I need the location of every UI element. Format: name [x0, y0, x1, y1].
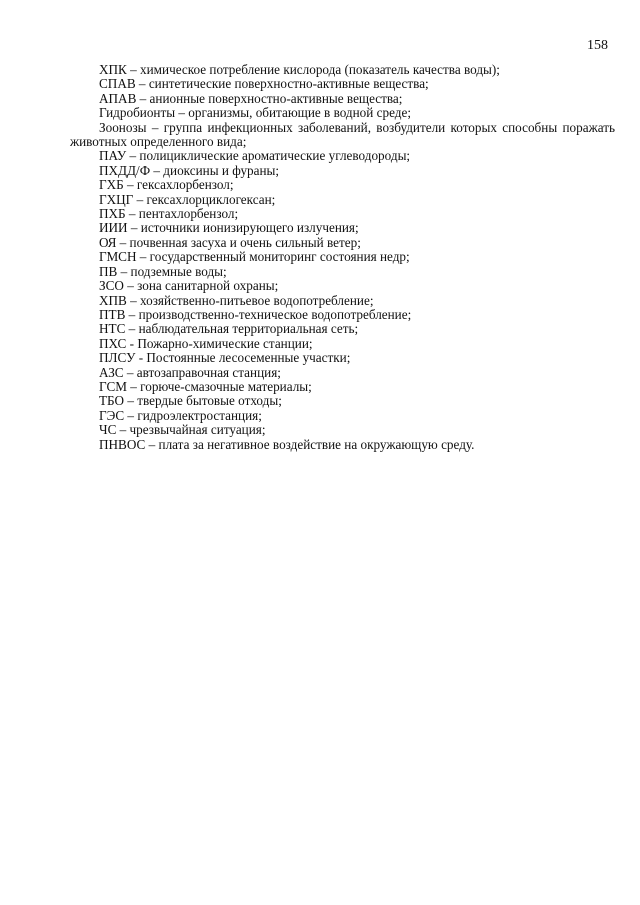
abbreviation-entry: ЗСО – зона санитарной охраны;: [99, 278, 279, 294]
abbreviation-entry: Зоонозы – группа инфекционных заболеваний, возбудители которых способны поражать животных определенного вида;: [70, 119, 615, 150]
abbreviation-entry: ПХДД/Ф – диоксины и фураны;: [99, 162, 280, 178]
abbreviation-entry: ГХБ – гексахлорбензол;: [99, 177, 234, 193]
abbreviation-entry: ИИИ – источники ионизирующего излучения;: [99, 220, 359, 236]
abbreviation-entry: АПАВ – анионные поверхностно-активные вещества;: [99, 90, 403, 106]
abbreviation-entry: ГХЦГ – гексахлорциклогексан;: [99, 191, 276, 207]
abbreviation-entry: АЗС – автозаправочная станция;: [99, 364, 281, 380]
abbreviation-entry: ТБО – твердые бытовые отходы;: [99, 393, 282, 409]
abbreviation-entry: ХПВ – хозяйственно-питьевое водопотребление;: [99, 292, 374, 308]
abbreviation-entry: ПВ – подземные воды;: [99, 263, 227, 279]
abbreviation-entry: ПТВ – производственно-техническое водопотребление;: [99, 306, 412, 322]
abbreviation-entry: ЧС – чрезвычайная ситуация;: [99, 422, 266, 438]
abbreviation-entry: ОЯ – почвенная засуха и очень сильный ветер;: [99, 234, 361, 250]
abbreviation-entry: ПАУ – полициклические ароматические углеводороды;: [99, 148, 411, 164]
abbreviation-entry: СПАВ – синтетические поверхностно-активные вещества;: [99, 76, 429, 92]
abbreviation-entry: Гидробионты – организмы, обитающие в водной среде;: [99, 105, 411, 121]
abbreviation-entry: ГМСН – государственный мониторинг состояния недр;: [99, 249, 410, 265]
abbreviation-entry: ГСМ – горюче-смазочные материалы;: [99, 378, 312, 394]
abbreviation-entry: ПХБ – пентахлорбензол;: [99, 206, 239, 222]
abbreviation-entry: ПНВОС – плата за негативное воздействие на окружающую среду.: [99, 436, 475, 452]
abbreviation-entry: ГЭС – гидроэлектростанция;: [99, 407, 262, 423]
abbreviation-list: [70, 63, 615, 452]
abbreviation-entry: ПЛСУ - Постоянные лесосеменные участки;: [99, 350, 351, 366]
page-number: 158: [587, 38, 608, 53]
abbreviation-entry: ХПК – химическое потребление кислорода (показатель качества воды);: [99, 62, 500, 77]
abbreviation-entry: НТС – наблюдательная территориальная сеть;: [99, 321, 359, 337]
abbreviation-entry: ПХС - Пожарно-химические станции;: [99, 335, 313, 351]
